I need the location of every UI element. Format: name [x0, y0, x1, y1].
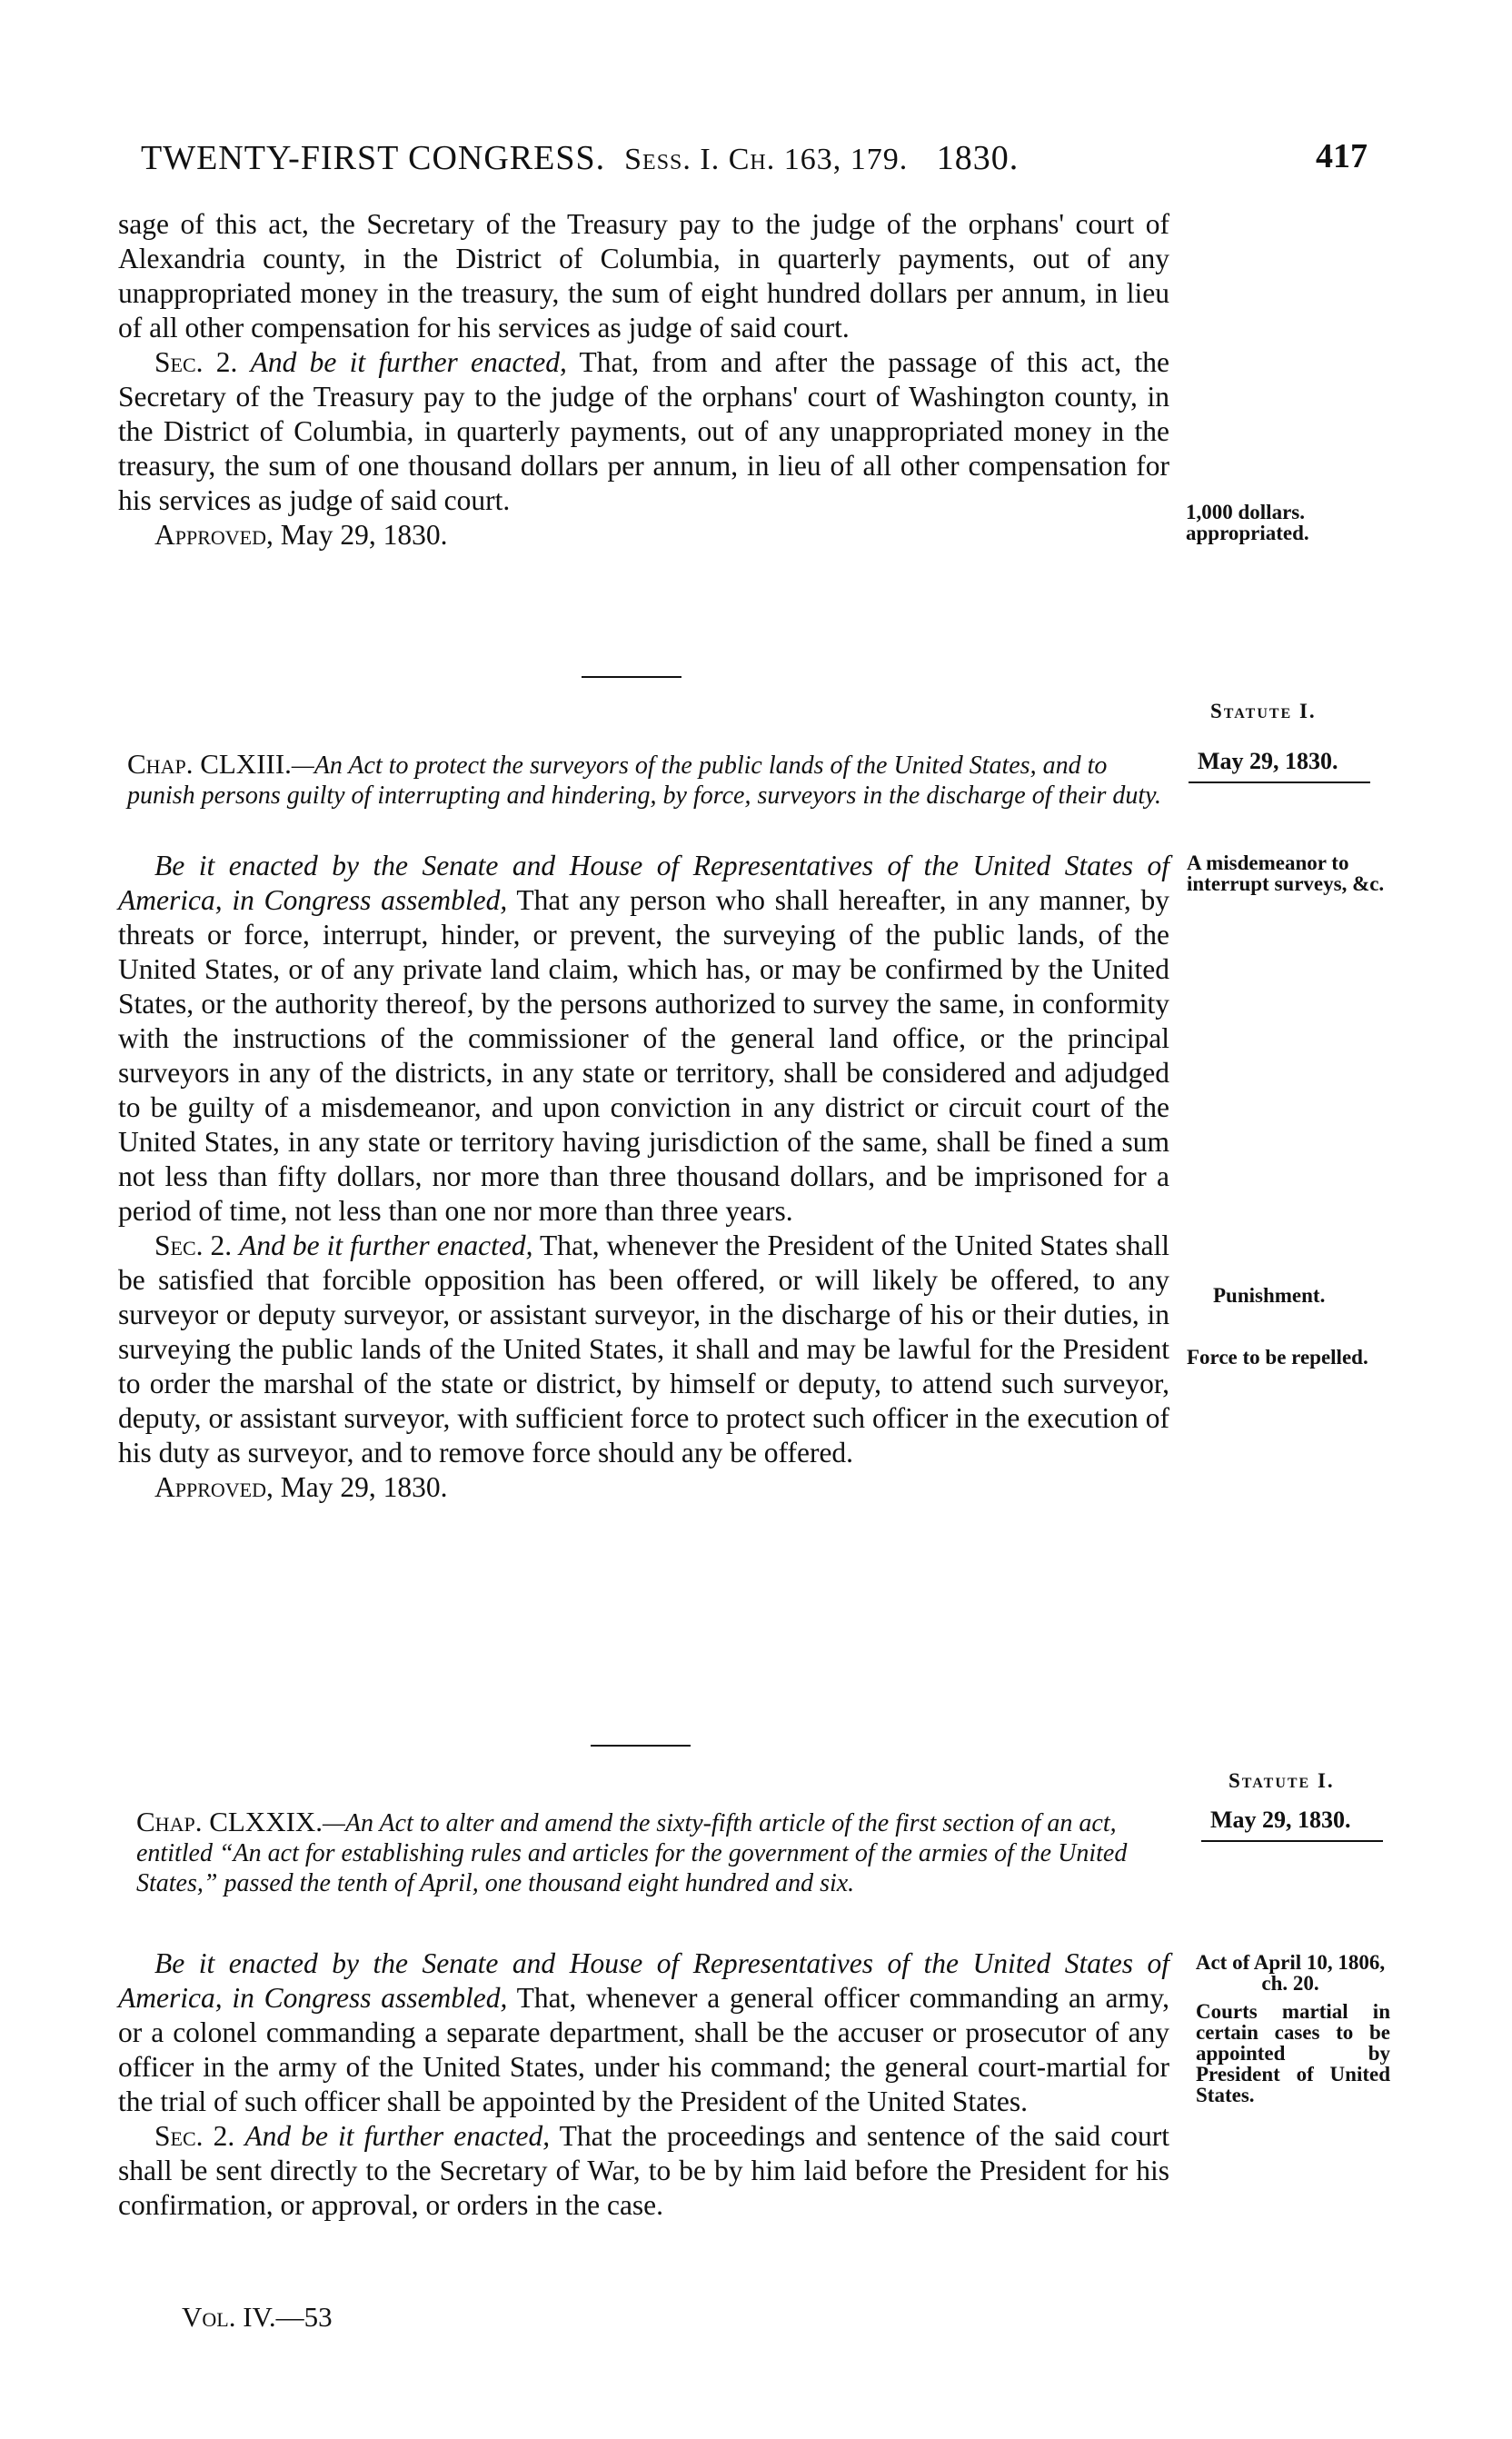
margin-note-force: Force to be repelled.	[1187, 1346, 1368, 1369]
volume-signature: Vol. IV.—53	[182, 2301, 333, 2333]
margin-note-misdemeanor: A misdemeanor to interrupt surveys, &c.	[1187, 851, 1385, 895]
margin-note-punishment: Punishment.	[1213, 1284, 1326, 1307]
chapter-163-body	[118, 849, 1169, 1505]
header-year: 1830.	[936, 139, 1020, 177]
header-title: TWENTY-FIRST CONGRESS.	[141, 139, 606, 177]
chapter-title: Chap. CLXIII.—An Act to protect the surveyors of the public lands of the United States, and to punish persons guilty of interrupting and hindering, by force, surveyors in the discharge of their duty.	[127, 748, 1162, 810]
previous-act-sec2: Sec. 2. And be it further enacted, That, from and after the passage of this act, the Secretary of the Treasury pay to the judge of the orphans' court of Washington county, in the District of Columbia, in quarterly payments, out of any unappropriated money in the treasury, the sum of one thousand dollars per annum, in lieu of all other compensation for his services as judge of said court.	[118, 346, 1169, 516]
previous-act-para1: sage of this act, the Secretary of the Treasury pay to the judge of the orphans' court of Alexandria county, in the District of Columbia, in quarterly payments, out of any unappropriated money in the treasury, the sum of eight hundred dollars per annum, in lieu of all other compensation for his services as judge of said court.	[118, 208, 1169, 343]
chapter-163-approved: Approved, May 29, 1830.	[154, 1471, 448, 1503]
chapter-179-sec2: Sec. 2. And be it further enacted, That the proceedings and sentence of the said court shall be sent directly to the Secretary of War, to be by him laid before the President for his confirmation, or approval, or orders in the case.	[118, 2120, 1169, 2221]
page-number: 417	[1316, 137, 1368, 175]
enacting-clause: Be it enacted by the Senate and House of Representatives of the United States of America, in Congress assembled, That any person who shall hereafter, in any manner, by threats or force, interrupt, hinder, or prevent, the surveying of the public lands, of the United States, or of any private land claim, which has, or may be confirmed by the United States, or the authority thereof, by the persons authorized to survey the same, in conformity with the instructions of the commissioner of the general land office, or the principal surveyors in any of the districts, in any state or territory, shall be considered and adjudged to be guilty of a misdemeanor, and upon conviction in any district or circuit court of the United States, in any state or territory having jurisdiction of the same, shall be fined a sum not less than fifty dollars, nor more than three thousand dollars, and be imprisoned for a period of time, not less than one nor more than three years.	[118, 850, 1169, 1227]
running-header	[141, 138, 1019, 178]
margin-note-courts-martial: Courts martial in certain cases to be appointed by President of United States.	[1196, 2000, 1390, 2106]
section-divider	[591, 1745, 691, 1747]
chapter-date: May 29, 1830.	[1198, 748, 1338, 774]
header-session: Sess. I. Ch. 163, 179.	[624, 143, 909, 176]
section-divider	[582, 676, 681, 678]
previous-act-approved: Approved, May 29, 1830.	[154, 519, 448, 551]
chapter-title: Chap. CLXXIX.—An Act to alter and amend the sixty-fifth article of the first section of an act, entitled “An act for establishing rules and articles for the government of the armies of the United States,” passed the tenth of April, one thousand eight hundred and six.	[136, 1806, 1128, 1897]
date-underline	[1189, 781, 1370, 783]
statute-label: Statute I.	[1210, 700, 1317, 722]
statute-label: Statute I.	[1228, 1769, 1335, 1792]
margin-note-act-reference: Act of April 10, 1806, ch. 20.	[1195, 1951, 1386, 1995]
margin-note-appropriated: 1,000 dollars. appropriated.	[1186, 501, 1309, 544]
enacting-clause: Be it enacted by the Senate and House of Representatives of the United States of America, in Congress assembled, That, whenever a general officer commanding an army, or a colonel commanding a separate department, shall be the accuser or prosecutor of any officer in the army of the United States, under his command; the general court-martial for the trial of such officer shall be appointed by the President of the United States.	[118, 1947, 1169, 2117]
chapter-date: May 29, 1830.	[1210, 1807, 1351, 1833]
previous-act-section	[118, 207, 1169, 553]
chapter-179-body	[118, 1946, 1169, 2223]
chapter-163-sec2: Sec. 2. And be it further enacted, That, whenever the President of the United States shall be satisfied that forcible opposition has been offered, or will likely be offered, to any surveyor or deputy surveyor, or assistant surveyor, in the discharge of his or their duties, in surveying the public lands of the United States, it shall and may be lawful for the President to order the marshal of the state or district, by himself or deputy, to attend such surveyor, deputy, or assistant surveyor, with sufficient force to protect such officer in the execution of his duty as surveyor, and to remove force should any be offered.	[118, 1229, 1170, 1468]
date-underline	[1201, 1840, 1383, 1842]
